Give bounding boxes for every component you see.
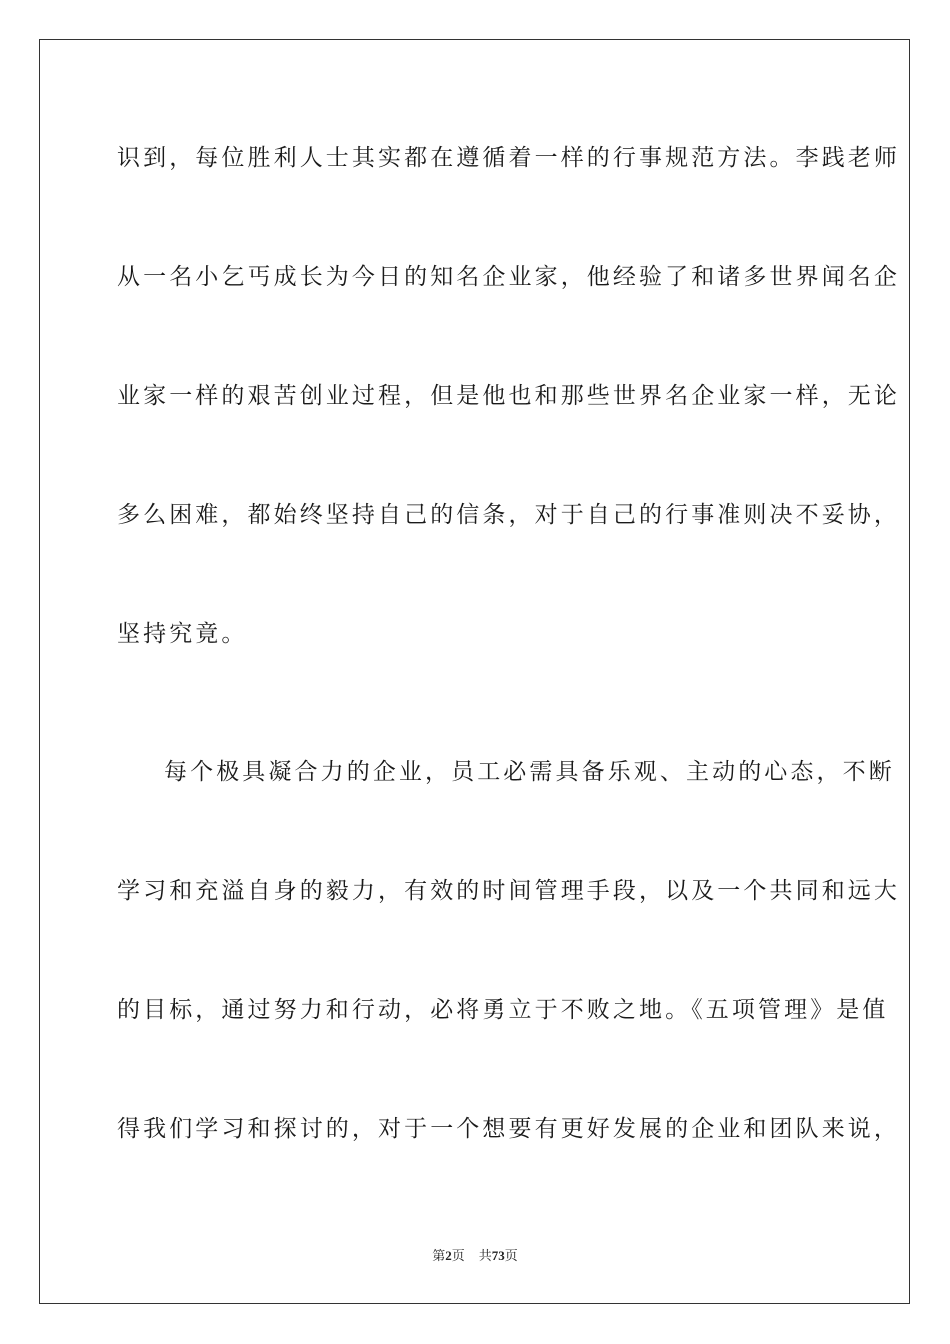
body-text-line-8: 的目标，通过努力和行动，必将勇立于不败之地。《五项管理》是值 [117, 997, 889, 1023]
footer-page-suffix: 页 [451, 1248, 465, 1263]
footer-page-prefix: 第 [432, 1248, 446, 1263]
body-text-line-5: 坚持究竟。 [117, 621, 248, 647]
body-text-line-6: 每个极具凝合力的企业，员工必需具备乐观、主动的心态，不断 [164, 759, 895, 785]
footer-total-prefix: 共 [478, 1248, 492, 1263]
body-text-line-1: 识到，每位胜利人士其实都在遵循着一样的行事规范方法。李践老师 [117, 145, 900, 171]
body-text-line-3: 业家一样的艰苦创业过程，但是他也和那些世界名企业家一样，无论 [117, 383, 900, 409]
footer-total-suffix: 页 [504, 1248, 518, 1263]
footer-total-number: 73 [491, 1248, 505, 1263]
body-text-line-4: 多么困难，都始终坚持自己的信条，对于自己的行事准则决不妥协， [117, 502, 900, 528]
body-text-line-2: 从一名小乞丐成长为今日的知名企业家，他经验了和诸多世界闻名企 [117, 264, 900, 290]
page-footer [0, 1247, 950, 1265]
body-text-line-7: 学习和充溢自身的毅力，有效的时间管理手段，以及一个共同和远大 [117, 878, 900, 904]
footer-page-number: 2 [445, 1248, 452, 1263]
body-text-line-9: 得我们学习和探讨的，对于一个想要有更好发展的企业和团队来说， [117, 1116, 900, 1142]
